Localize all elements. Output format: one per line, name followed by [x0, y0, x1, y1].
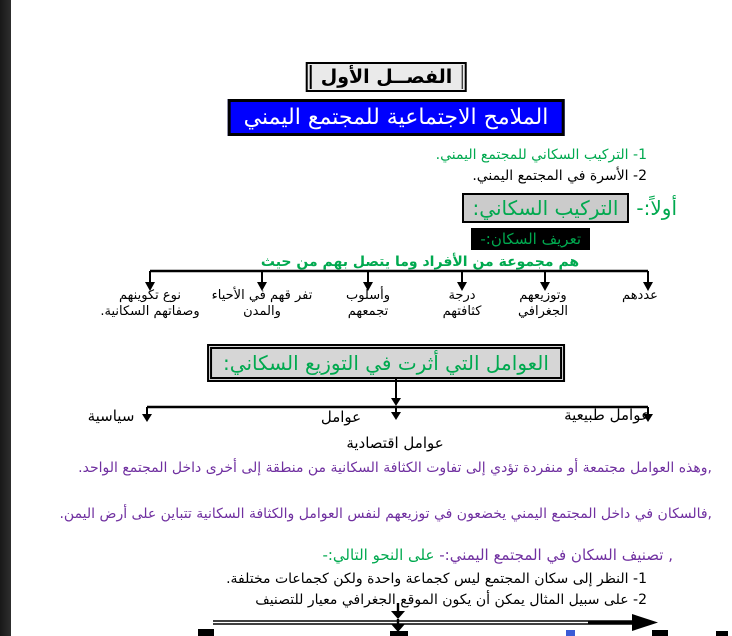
definition-label: تعريف السكان:- [471, 228, 590, 250]
classification-heading-green: على النحو التالي:- [322, 546, 435, 564]
section-factors-heading: العوامل التي أثرت في التوزيع السكاني: [207, 344, 565, 382]
factor-natural: عوامل طبيعية [564, 406, 650, 424]
aspect-label: وأسلوب تجمعهم [345, 288, 391, 319]
section-population-heading [462, 193, 677, 223]
intro-list [436, 145, 647, 187]
viewer-left-edge [0, 0, 11, 636]
classification-heading [322, 546, 673, 564]
main-title-banner: الملامح الاجتماعية للمجتمع اليمني [228, 99, 565, 136]
paragraph: ,فالسكان في داخل المجتمع اليمني يخضعون في توزيعهم لنفس العوامل والكثافة السكانية تتباين على أرض اليمن. [59, 506, 712, 522]
section-prefix: أولاً:- [636, 196, 677, 220]
factor-political: سياسية [87, 407, 135, 425]
aspect-label: وتوزيعهم الجغرافي [517, 288, 569, 319]
chapter-title-box [306, 62, 467, 92]
list-item: 1- النظر إلى سكان المجتمع ليس كجماعة واحدة ولكن كجماعات مختلفة. [226, 571, 647, 587]
definition-text: هم مجموعة من الأفراد وما يتصل بهم من حيث [260, 254, 580, 270]
classification-heading-purple: , تصنيف السكان في المجتمع اليمني:- [439, 546, 673, 564]
aspect-label: عددهم [622, 288, 658, 303]
list-item: 1- التركيب السكاني للمجتمع اليمني. [435, 147, 647, 163]
bottom-cutoff-diagram [180, 603, 732, 636]
aspect-label: تفر قهم في الأحياء والمدن [211, 288, 313, 319]
paragraph: ,وهذه العوامل مجتمعة أو منفردة تؤدي إلى تفاوت الكثافة السكانية من منطقة إلى أخرى داخل المجتمع الواحد. [78, 460, 712, 476]
factor-economic: عوامل اقتصادية [346, 434, 444, 452]
chapter-title: الفصــل الأول [310, 65, 463, 89]
factor-center: عوامل [320, 408, 362, 426]
section-title-box: التركيب السكاني: [462, 193, 630, 223]
aspect-label: درجة كثافتهم [442, 288, 482, 319]
list-item: 2- الأسرة في المجتمع اليمني. [472, 168, 647, 184]
list-item: 2- على سبيل المثال يمكن أن يكون الموقع الجغرافي معيار للتصنيف [255, 592, 647, 608]
aspect-label: نوع تكوينهم وصفاتهم السكانية. [100, 288, 200, 319]
